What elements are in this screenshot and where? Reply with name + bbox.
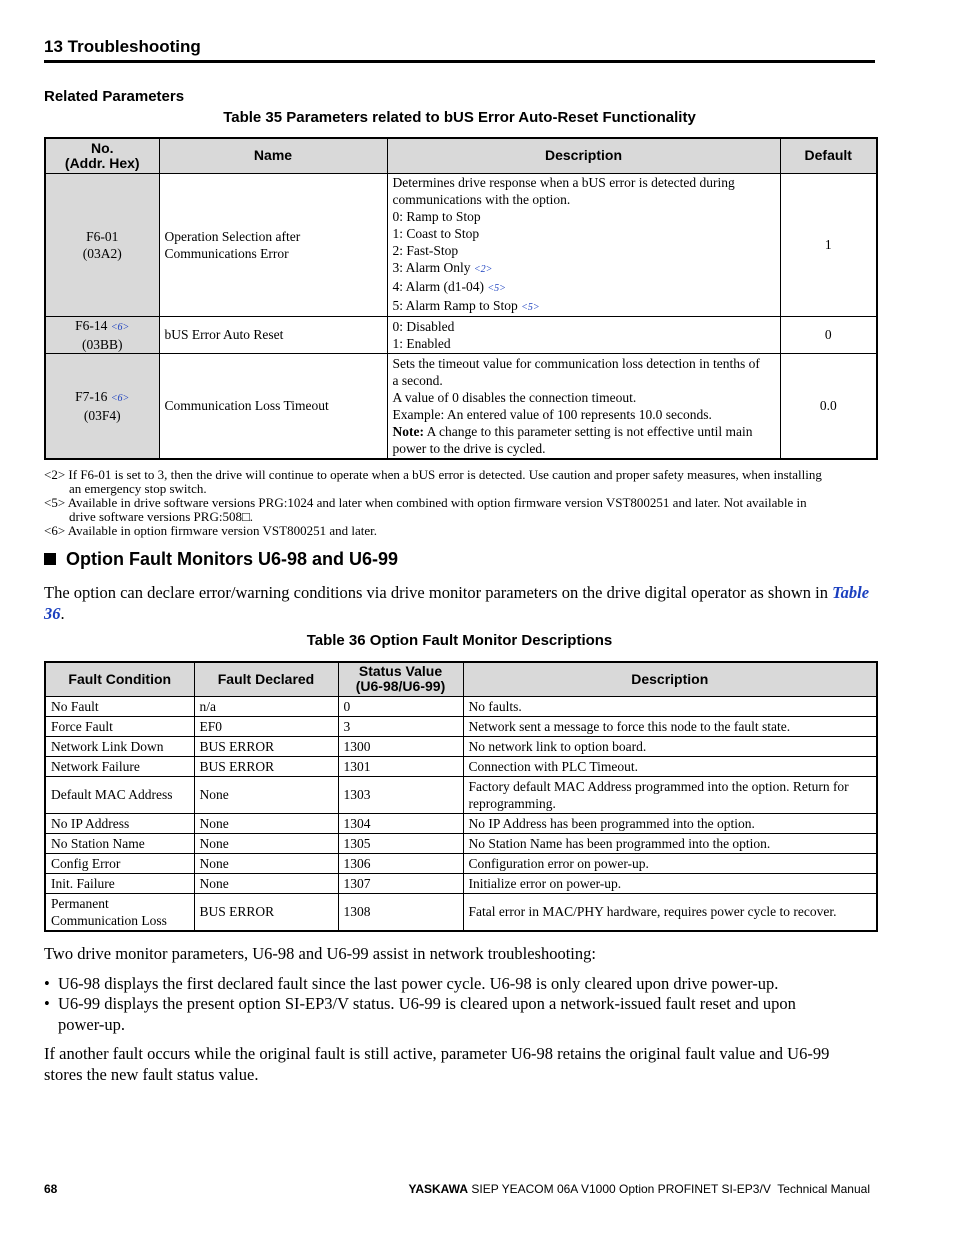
param-description-cell: Sets the timeout value for communication loss detection in tenths of a second. A value of 0 disables the connection timeout. Example: An entered value of 100 represents 10.0 seconds. Note: A change to this parameter setting is not effective until main power to the drive is cycled. bbox=[387, 353, 780, 459]
param-number-cell: F6-01 (03A2) bbox=[45, 173, 159, 316]
param-name-cell: Operation Selection after Communications Error bbox=[159, 173, 387, 316]
param-default-cell: 0.0 bbox=[780, 353, 877, 459]
param-default-cell: 1 bbox=[780, 173, 877, 316]
table-row bbox=[45, 173, 877, 316]
fault-description-cell: No IP Address has been programmed into the option. bbox=[463, 813, 877, 833]
status-value-cell: 1305 bbox=[338, 833, 463, 853]
fault-declared-cell: None bbox=[194, 813, 338, 833]
fault-declared-cell: BUS ERROR bbox=[194, 756, 338, 776]
body-paragraph: Two drive monitor parameters, U6-98 and U6-99 assist in network troubleshooting: bbox=[44, 944, 596, 963]
intro-paragraph: The option can declare error/warning conditions via drive monitor parameters on the drive digital operator as shown in Table 36. bbox=[44, 583, 870, 623]
bullet-item: • U6-99 displays the present option SI-EP3/V status. U6-99 is cleared upon a network-issued fault reset and upon power-up. bbox=[44, 994, 796, 1034]
table-row bbox=[45, 696, 877, 716]
table36-header-condition: Fault Condition bbox=[45, 662, 194, 696]
table36-header-row bbox=[45, 662, 877, 696]
fault-description-cell: No faults. bbox=[463, 696, 877, 716]
table-row bbox=[45, 833, 877, 853]
param-description-cell: Determines drive response when a bUS error is detected during communications with the option. 0: Ramp to Stop 1: Coast to Stop 2: Fast-Stop 3: Alarm Only <2> 4: Alarm (d1-04) <5> 5: Alarm Ramp to Stop <5> bbox=[387, 173, 780, 316]
status-value-cell: 1303 bbox=[338, 776, 463, 813]
status-value-cell: 1304 bbox=[338, 813, 463, 833]
table36-link[interactable]: Table 36 bbox=[44, 583, 870, 623]
status-value-cell: 1307 bbox=[338, 873, 463, 893]
fault-description-cell: No Station Name has been programmed into the option. bbox=[463, 833, 877, 853]
footnote: <2> If F6-01 is set to 3, then the drive will continue to operate when a bUS error is detected. Use caution and proper safety measures, when installing an emergency stop switch. bbox=[44, 467, 822, 496]
table36 bbox=[44, 661, 878, 932]
chapter-title: 13 Troubleshooting bbox=[44, 37, 201, 56]
status-value-cell: 1300 bbox=[338, 736, 463, 756]
table-row bbox=[45, 756, 877, 776]
fault-declared-cell: EF0 bbox=[194, 716, 338, 736]
table35-header-description: Description bbox=[387, 138, 780, 173]
param-number-cell: F7-16 <6> (03F4) bbox=[45, 353, 159, 459]
bullet-icon: • bbox=[44, 974, 50, 993]
bullet-icon: • bbox=[44, 994, 50, 1013]
status-value-cell: 1306 bbox=[338, 853, 463, 873]
fault-condition-cell: Permanent Communication Loss bbox=[45, 893, 194, 931]
table-row bbox=[45, 316, 877, 353]
fault-condition-cell: No Station Name bbox=[45, 833, 194, 853]
table35-header-row bbox=[45, 138, 877, 173]
footnote: <6> Available in option firmware version VST800251 and later. bbox=[44, 523, 377, 538]
table35-caption: Table 35 Parameters related to bUS Error Auto-Reset Functionality bbox=[223, 109, 696, 126]
square-bullet-icon bbox=[44, 553, 56, 565]
footnote-ref-link[interactable]: <6> bbox=[110, 392, 130, 404]
page-number: 68 bbox=[44, 1182, 58, 1196]
footer-title: YASKAWA SIEP YEACOM 06A V1000 Option PROFINET SI-EP3/V Technical Manual bbox=[408, 1182, 870, 1196]
table-row bbox=[45, 853, 877, 873]
param-number-cell: F6-14 <6> (03BB) bbox=[45, 316, 159, 353]
table36-header-declared: Fault Declared bbox=[194, 662, 338, 696]
fault-declared-cell: None bbox=[194, 833, 338, 853]
table-row bbox=[45, 716, 877, 736]
param-name-cell: Communication Loss Timeout bbox=[159, 353, 387, 459]
table36-header-description: Description bbox=[463, 662, 877, 696]
fault-description-cell: Connection with PLC Timeout. bbox=[463, 756, 877, 776]
fault-description-cell: No network link to option board. bbox=[463, 736, 877, 756]
footnote: <5> Available in drive software versions PRG:1024 and later when combined with option firmware version VST800251 and later. Not available in drive software versions PRG:508□. bbox=[44, 495, 807, 524]
section-heading: Option Fault Monitors U6-98 and U6-99 bbox=[44, 549, 398, 570]
bullet-item: • U6-98 displays the first declared fault since the last power cycle. U6-98 is only cleared upon drive power-up. bbox=[44, 974, 779, 993]
table35-header-name: Name bbox=[159, 138, 387, 173]
related-parameters-heading: Related Parameters bbox=[44, 88, 185, 105]
table-row bbox=[45, 893, 877, 931]
brand-name: YASKAWA bbox=[408, 1182, 469, 1196]
fault-declared-cell: None bbox=[194, 853, 338, 873]
footnote-ref-link[interactable]: <5> bbox=[487, 282, 506, 294]
table36-caption: Table 36 Option Fault Monitor Descriptions bbox=[306, 632, 613, 649]
table36-header-status: Status Value (U6-98/U6-99) bbox=[338, 662, 463, 696]
fault-condition-cell: Default MAC Address bbox=[45, 776, 194, 813]
fault-declared-cell: n/a bbox=[194, 696, 338, 716]
table35-header-no: No. (Addr. Hex) bbox=[45, 138, 159, 173]
status-value-cell: 1301 bbox=[338, 756, 463, 776]
fault-condition-cell: No Fault bbox=[45, 696, 194, 716]
table36-body bbox=[45, 696, 877, 931]
status-value-cell: 3 bbox=[338, 716, 463, 736]
footnote-ref-link[interactable]: <5> bbox=[521, 301, 540, 313]
fault-description-cell: Network sent a message to force this node to the fault state. bbox=[463, 716, 877, 736]
chapter-rule bbox=[44, 60, 875, 63]
fault-declared-cell: BUS ERROR bbox=[194, 736, 338, 756]
fault-condition-cell: No IP Address bbox=[45, 813, 194, 833]
table35-header-default: Default bbox=[780, 138, 877, 173]
table-row bbox=[45, 873, 877, 893]
fault-description-cell: Configuration error on power-up. bbox=[463, 853, 877, 873]
table-row bbox=[45, 776, 877, 813]
body-paragraph: If another fault occurs while the original fault is still active, parameter U6-98 retains the original fault value and U6-99 stores the new fault status value. bbox=[44, 1044, 830, 1084]
table-row bbox=[45, 353, 877, 459]
fault-description-cell: Fatal error in MAC/PHY hardware, requires power cycle to recover. bbox=[463, 893, 877, 931]
param-name-cell: bUS Error Auto Reset bbox=[159, 316, 387, 353]
fault-description-cell: Factory default MAC Address programmed into the option. Return for reprogramming. bbox=[463, 776, 877, 813]
footnote-ref-link[interactable]: <6> bbox=[110, 321, 130, 333]
table-row bbox=[45, 736, 877, 756]
footnote-ref-link[interactable]: <2> bbox=[473, 263, 493, 275]
fault-declared-cell: BUS ERROR bbox=[194, 893, 338, 931]
fault-condition-cell: Config Error bbox=[45, 853, 194, 873]
fault-condition-cell: Force Fault bbox=[45, 716, 194, 736]
table-row bbox=[45, 813, 877, 833]
fault-condition-cell: Network Link Down bbox=[45, 736, 194, 756]
table35 bbox=[44, 137, 878, 460]
fault-condition-cell: Init. Failure bbox=[45, 873, 194, 893]
note-label: Note: bbox=[392, 423, 424, 439]
status-value-cell: 0 bbox=[338, 696, 463, 716]
fault-condition-cell: Network Failure bbox=[45, 756, 194, 776]
fault-declared-cell: None bbox=[194, 776, 338, 813]
param-description-cell: 0: Disabled 1: Enabled bbox=[387, 316, 780, 353]
status-value-cell: 1308 bbox=[338, 893, 463, 931]
param-default-cell: 0 bbox=[780, 316, 877, 353]
fault-declared-cell: None bbox=[194, 873, 338, 893]
fault-description-cell: Initialize error on power-up. bbox=[463, 873, 877, 893]
